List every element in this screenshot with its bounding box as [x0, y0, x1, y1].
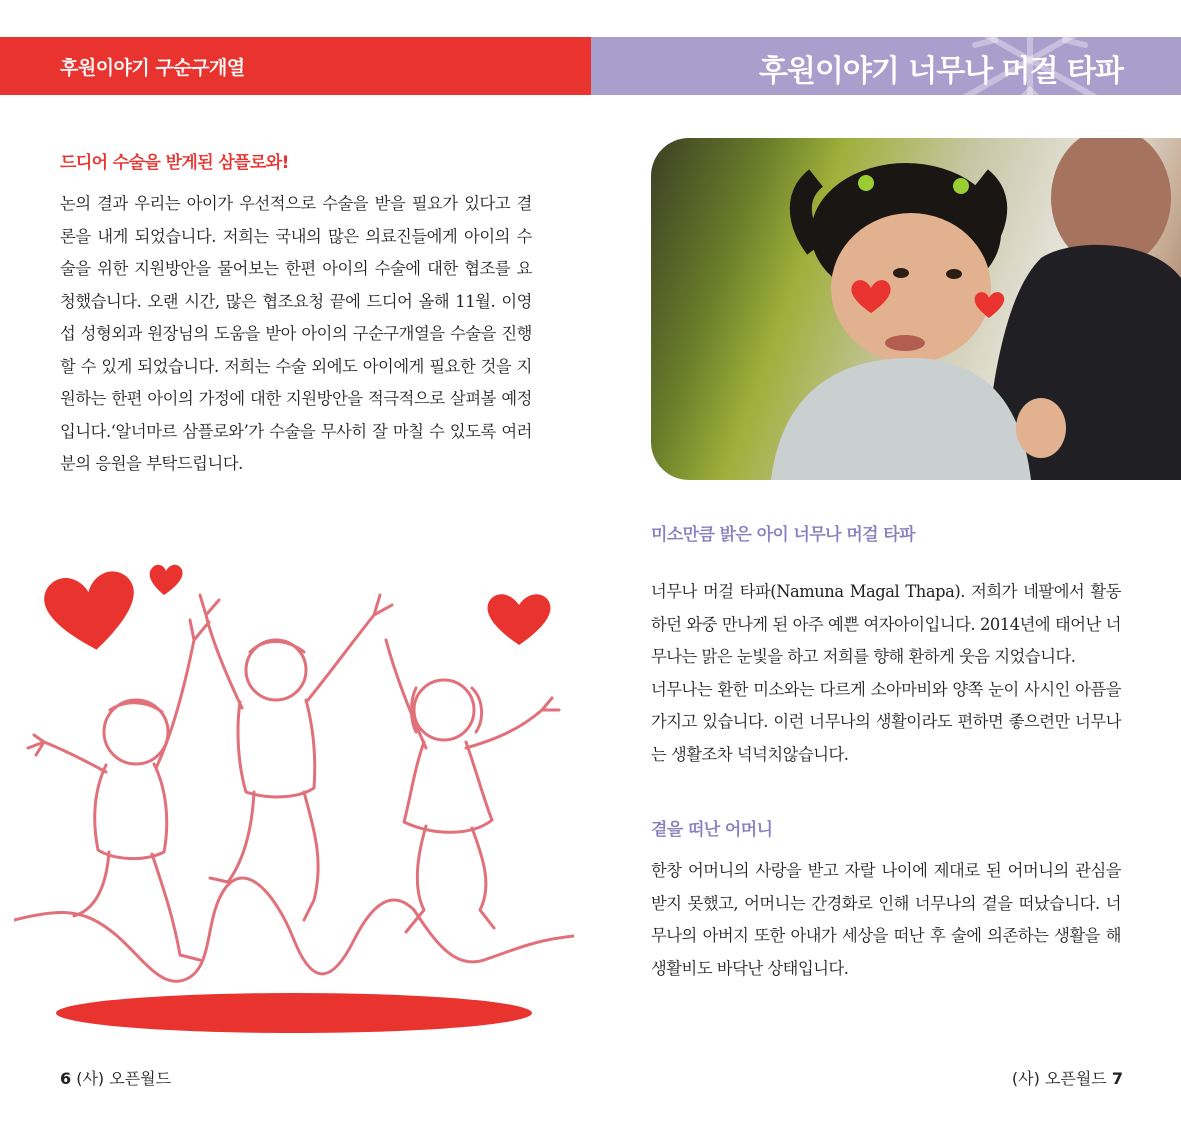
photo-section-heading: 미소만큼 밝은 아이 너무나 머걸 타파: [651, 525, 915, 545]
right-body-text-1: 너무나 머걸 타파(Namuna Magal Thapa). 저희가 네팔에서 활동하던 와중 만나게 된 아주 예쁜 여자아이입니다. 2014년에 태어난 너무나는 맑은 눈빛을 하고 저희를 향해 환하게 웃음 지었습니다. 너무나는 환한 미소와는 다르게 소아마비와 양쪽 눈이 사시인 아픔을 가지고 있습니다. 이런 너무나의 생활이라도 편하면 좋으련만 너무나는 생활조차 넉넉치않습니다.: [651, 582, 1121, 764]
footer-org-right: (사) 오픈월드: [1011, 1069, 1107, 1088]
child-photo-image: [651, 138, 1181, 480]
footer-left: [60, 1066, 171, 1089]
left-body-text: 논의 결과 우리는 아이가 우선적으로 수술을 받을 필요가 있다고 결론을 내게 되었습니다. 저희는 국내의 많은 의료진들에게 아이의 수술을 위한 지원방안을 물어보는 한편 아이의 수술에 대한 협조를 요청했습니다. 오랜 시간, 많은 협조요청 끝에 드디어 올해 11월. 이영섭 성형외과 원장님의 도움을 받아 아이의 구순구개열을 수술을 진행할 수 있게 되었습니다. 저희는 수술 외에도 아이에게 필요한 것을 지원하는 한편 아이의 가정에 대한 지원방안을 적극적으로 살펴볼 예정입니다.‘알너마르 삼플로와’가 수술을 무사히 잘 마칠 수 있도록 여러분의 응원을 부탁드립니다.: [60, 194, 532, 473]
heart-icon: [41, 569, 141, 656]
footer-org-left: (사) 오픈월드: [76, 1069, 172, 1088]
heart-icon: [488, 594, 551, 645]
child-photo: [651, 138, 1181, 480]
footer-right: [1012, 1066, 1123, 1089]
heart-icon: [150, 565, 183, 595]
page-number-left: 6: [60, 1069, 72, 1088]
floor-shadow: [56, 993, 532, 1033]
header-title-right: 후원이야기 너무나 머걸 타파: [758, 54, 1123, 89]
right-body-text-2: 한창 어머니의 사랑을 받고 자랄 나이에 제대로 된 어머니의 관심을 받지 못했고, 어머니는 간경화로 인해 너무나의 곁을 떠났습니다. 너무나의 아버지 또한 아내가 세상을 떠난 후 술에 의존하는 생활을 해 생활비도 바닥난 상태입니다.: [651, 861, 1121, 978]
left-section-heading: 드디어 수술을 받게된 삼플로와!: [60, 153, 289, 173]
page-number-right: 7: [1111, 1069, 1123, 1088]
header-title-left: 후원이야기 구순구개열: [60, 57, 245, 79]
section2-heading: 곁을 떠난 어머니: [651, 820, 773, 840]
dancing-children-illustration: [14, 560, 574, 1040]
